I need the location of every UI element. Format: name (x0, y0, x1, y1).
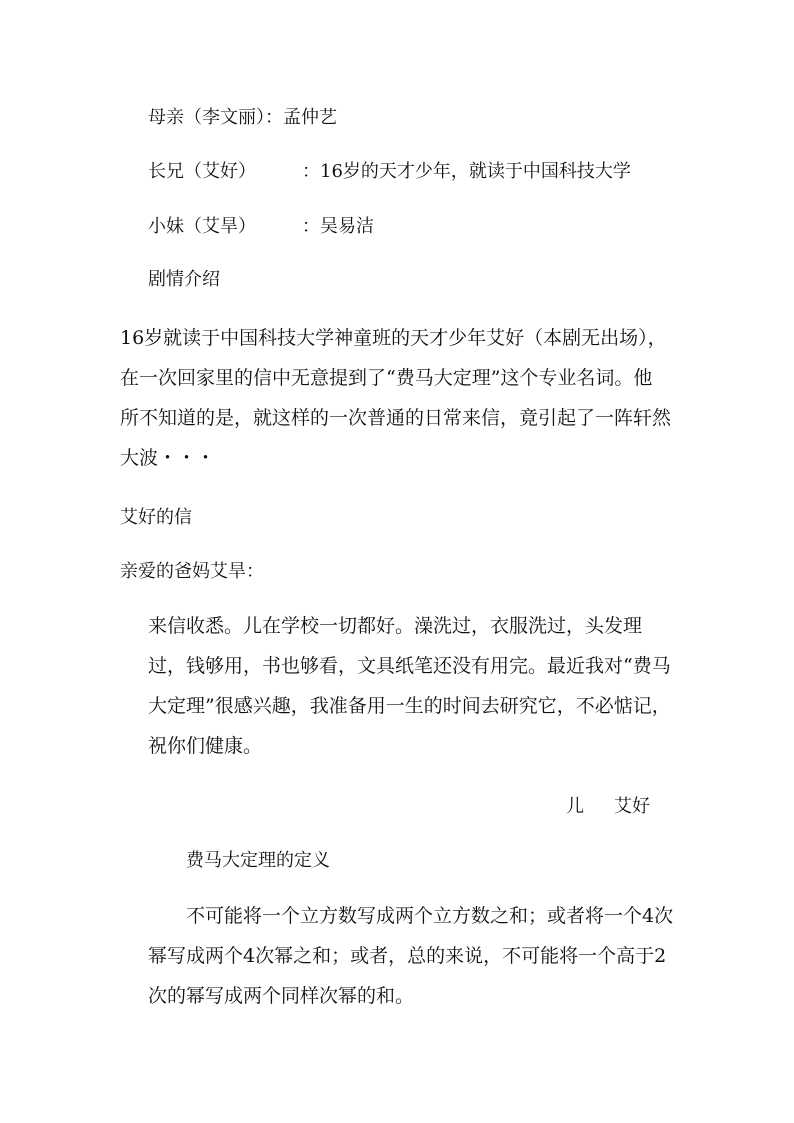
cast-entry-mother (148, 106, 337, 130)
plot-line: 大波・・・ (120, 447, 216, 469)
plot-line: 16岁就读于中国科技大学神童班的天才少年艾好（本剧无出场）， (120, 327, 667, 349)
cast-entry-younger-sister (148, 215, 374, 239)
cast-actor: 孟仲艺 (283, 107, 337, 128)
letter-line: 过，钱够用，书也够看，文具纸笔还没有用完。最近我对“费马 (148, 655, 671, 677)
letter-signature (566, 795, 650, 819)
signature-relation: 儿 (566, 796, 584, 817)
cast-actor: 吴易洁 (320, 216, 374, 237)
definition-line: 不可能将一个立方数写成两个立方数之和；或者将一个4次 (186, 905, 674, 927)
cast-role: 长兄（艾好） (148, 161, 256, 182)
letter-line: 大定理”很感兴趣，我准备用一生的时间去研究它，不必惦记， (148, 695, 671, 717)
cast-separator: ： (302, 161, 320, 182)
plot-line: 所不知道的是，就这样的一次普通的日常来信，竟引起了一阵轩然 (120, 407, 672, 429)
cast-role: 母亲（李文丽） (148, 107, 265, 128)
letter-body (148, 606, 671, 766)
plot-heading: 剧情介绍 (148, 269, 220, 290)
definition-line: 幂写成两个4次幂之和；或者，总的来说，不可能将一个高于2 (148, 945, 667, 967)
signature-name: 艾好 (614, 796, 650, 817)
plot-line: 在一次回家里的信中无意提到了“费马大定理”这个专业名词。他 (120, 367, 653, 389)
definition-body (148, 896, 673, 1016)
plot-paragraph (120, 318, 671, 478)
cast-role: 小妹（艾旱） (148, 216, 256, 237)
cast-entry-elder-brother (148, 160, 631, 184)
letter-line: 祝你们健康。 (148, 735, 263, 757)
definition-line: 次的幂写成两个同样次幂的和。 (148, 985, 415, 1007)
letter-salutation: 亲爱的爸妈艾旱： (120, 561, 264, 582)
cast-actor: 16岁的天才少年，就读于中国科技大学 (320, 161, 631, 182)
cast-separator: ： (265, 107, 283, 128)
letter-line: 来信收悉。儿在学校一切都好。澡洗过，衣服洗过，头发理 (148, 615, 643, 637)
definition-heading: 费马大定理的定义 (186, 850, 330, 871)
cast-separator: ： (302, 216, 320, 237)
letter-title: 艾好的信 (120, 507, 192, 528)
